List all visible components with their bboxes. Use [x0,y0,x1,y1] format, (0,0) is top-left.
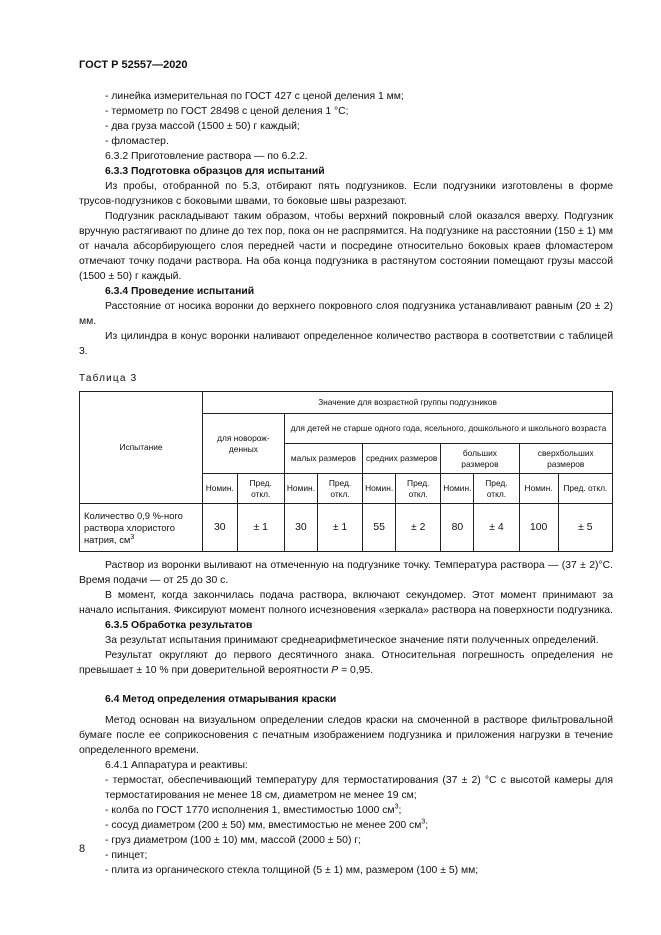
header-nominal: Номин. [284,474,317,504]
header-deviation: Пред. откл. [558,474,612,504]
cell-medium-deviation: ± 2 [396,504,441,552]
heading-6-3-5: 6.3.5 Обработка результатов [105,620,253,631]
list-item: - термометр по ГОСТ 28498 с ценой деления 1 °С; [105,106,349,117]
list-item: - линейка измерительная по ГОСТ 427 с ценой деления 1 мм; [105,91,404,102]
header-size-medium: средних размеров [363,444,441,474]
paragraph-6-4-1: 6.4.1 Аппаратура и реактивы: [105,760,248,771]
list-item: - термостат, обеспечивающий температуру для термостатирования (37 ± 2) °С с высотой камеры для термостатирования не менее 18 см, диаметром не менее 19 см; [105,775,613,801]
header-size-large: больших размеров [441,444,519,474]
header-children: для детей не старше одного года, ясельного, дошкольного и школьного возраста [284,414,612,444]
list-item: - сосуд диаметром (200 ± 50) мм, вместимостью не менее 200 $см^3$; [105,818,429,831]
paragraph: В момент, когда закончилась подача раствора, включают секундомер. Этот момент принимают за начало испытания. Фиксируют момент полного исчезновения «зеркала» раствора на поверхности подгузника. [79,590,613,616]
paragraph: Из пробы, отобранной по 5.3, отбирают пять подгузников. Если подгузники изготовлены в форме трусов-подгузников с боковыми швами, то боковые швы разрезают. [79,181,613,207]
list-item: - колба по ГОСТ 1770 исполнения 1, вместимостью 1000 $см^3$; [105,803,402,816]
list-item: - пинцет; [105,850,148,861]
cell-large-nominal: 80 [441,504,474,552]
header-deviation: Пред. откл. [317,474,362,504]
header-nominal: Номин. [441,474,474,504]
page-number: 8 [79,843,86,855]
header-nominal: Номин. [363,474,396,504]
header-deviation: Пред. откл. [474,474,519,504]
paragraph: За результат испытания принимают среднеарифметическое значение пяти полученных определений. [105,635,599,646]
header-nominal: Номин. [203,474,238,504]
paragraph: Раствор из воронки выливают на отмеченную на подгузнике точку. Температура раствора — (37 ± 2)°С. Время подачи — от 25 до 30 с. [79,560,613,586]
heading-6-3-4: 6.3.4 Проведение испытаний [105,286,255,297]
cell-medium-nominal: 55 [363,504,396,552]
header-size-small: малых размеров [284,444,362,474]
header-nominal: Номин. [519,474,558,504]
list-item: - плита из органического стекла толщиной (5 ± 1) мм, размером (100 ± 5) мм; [105,865,479,876]
header-age-group: Значение для возрастной группы подгузников [203,392,613,414]
cell-newborn-nominal: 30 [203,504,238,552]
header-newborn: для новорож-денных [203,414,285,474]
header-deviation: Пред. откл. [237,474,284,504]
cell-large-deviation: ± 4 [474,504,519,552]
cell-xlarge-nominal: 100 [519,504,558,552]
cell-xlarge-deviation: ± 5 [558,504,612,552]
cell-newborn-deviation: ± 1 [237,504,284,552]
list-item: - фломастер. [105,136,169,147]
paragraph-6-3-2: 6.3.2 Приготовление раствора — по 6.2.2. [105,151,308,162]
header-deviation: Пред. откл. [396,474,441,504]
heading-6-4: 6.4 Метод определения отмарывания краски [105,694,337,705]
document-header: ГОСТ Р 52557—2020 [79,59,188,71]
list-item: - груз диаметром (100 ± 10) мм, массой (2000 ± 50) г; [105,835,361,846]
document-body [79,89,613,878]
paragraph: Расстояние от носика воронки до верхнего покровного слоя подгузника устанавливают равным (20 ± 2) мм. [79,301,613,327]
paragraph: Подгузник раскладывают таким образом, чтобы верхний покровный слой оказался вверху. Подгузник вручную растягивают по длине до тех пор, пока он не распрямится. На подгузнике на расстоянии (150 ± 1) мм от начала абсорбирующего слоя передней части и посредине относительно боковых краев фломастером отмечают точку подачи раствора. На оба конца подгузника в растянутом состоянии помещают грузы массой (1500 ± 50) г каждый. [79,211,613,282]
row-label: Количество 0,9 %-ного раствора хлористого натрия, $см^3$ [80,504,203,552]
heading-6-3-3: 6.3.3 Подготовка образцов для испытаний [105,166,325,177]
list-item: - два груза массой (1500 ± 50) г каждый; [105,121,300,132]
header-test: Испытание [80,392,203,504]
paragraph: Метод основан на визуальном определении следов краски на смоченной в растворе фильтровальной бумаге после ее соприкосновения с печатным изображением подгузника и приложения нагрузки в течение определенного времени. [79,715,613,756]
table-3 [79,391,613,552]
table-caption: Таблица 3 [79,373,138,384]
cell-small-deviation: ± 1 [317,504,362,552]
cell-small-nominal: 30 [284,504,317,552]
paragraph: Из цилиндра в конус воронки наливают определенное количество раствора в соответствии с таблицей 3. [79,331,613,357]
paragraph: Результат округляют до первого десятичного знака. Относительная погрешность определения не превышает ± 10 % при доверительной вероятности Р = 0,95. [79,650,613,676]
header-size-xlarge: сверхбольших размеров [519,444,612,474]
